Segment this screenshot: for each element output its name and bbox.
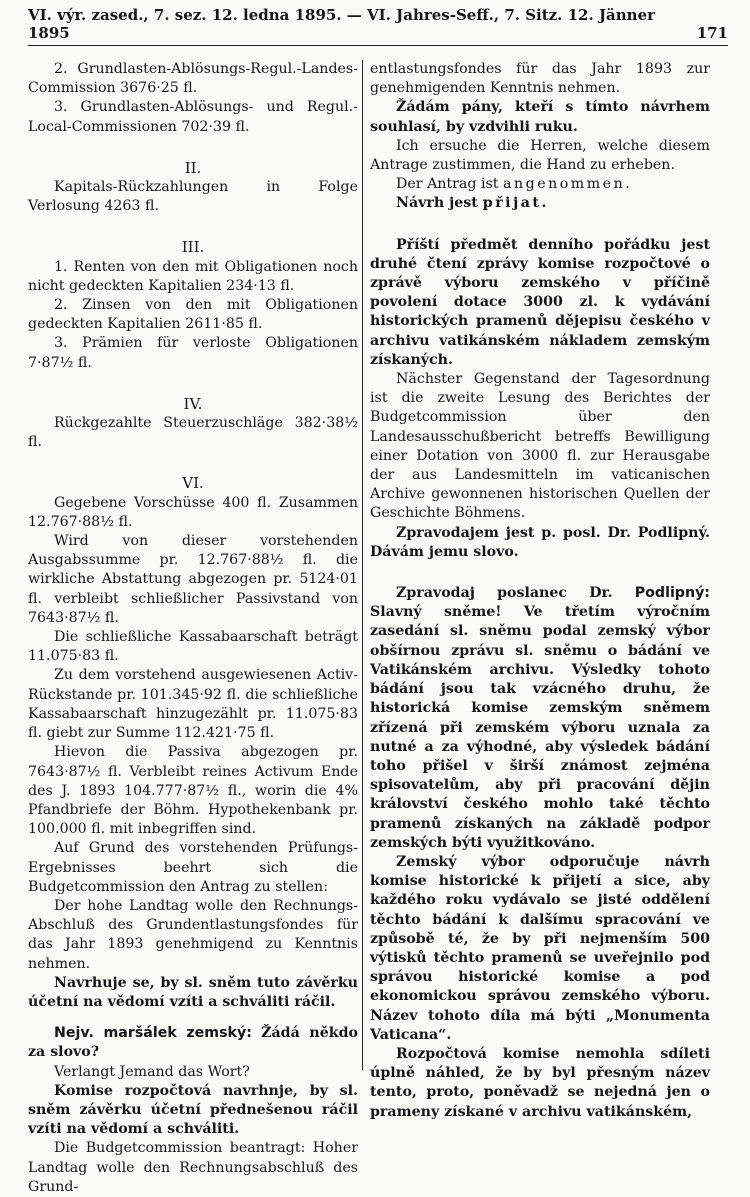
paragraph: entlastungsfondes für das Jahr 1893 zur genehmigenden Kenntnis nehmen. xyxy=(370,61,710,97)
section-heading: IV. xyxy=(183,394,203,413)
paragraph-czech: Zpravodajem jest p. posl. Dr. Podlipný. Dávám jemu slovo. xyxy=(370,524,710,560)
page-header xyxy=(28,6,728,46)
paragraph: Zu dem vorstehend ausgewiesenen Activ-Rückstande pr. 101.345·92 fl. die schließliche Kassabaarschaft hinzugezählt pr. 11.075·83 fl. giebt zur Summe 112.421·75 fl. xyxy=(28,667,358,742)
paragraph-czech: Komise rozpočtová navrhnje, by sl. sněm závěrku účetní přednešenou ráčil vzíti na vědomí a schváliti. xyxy=(28,1082,358,1138)
paragraph: Nächster Gegenstand der Tagesordnung ist die zweite Lesung des Berichtes der Budgetcommission über den Landesausschußbericht betreffs Bewilligung einer Dotation von 3000 fl. zur Herausgabe der aus Landesmitteln im vaticanischen Archive gewonnenen historischen Quellen der Geschichte Böhmens. xyxy=(370,371,710,522)
paragraph: 2. Grundlasten-Ablösungs-Regul.-Landes-Commission 3676·25 fl. xyxy=(28,61,358,97)
paragraph: 2. Zinsen von den mit Obligationen gedeckten Kapitalien 2611·85 fl. xyxy=(28,297,358,333)
speech-text: Slavný sněme! Ve třetím výročním zasedání sl. sněmu podal zemský výbor obšírnou zprávu sl. sněmu o bádání ve Vatikánském archivu. Výsledky tohoto bádání jsou tak vzácného druhu, že historická komise zemským sněmem zřízená při zemském výboru uznala za nutné a za výhodné, aby výsledek bádání toho přišel v širší známost zejména spisovatelům, aby při pracování dějin království českého mohlo také těchto pramenů získaných na základě podpor zemských býti využitkováno. xyxy=(370,604,710,851)
motion-result: přijat. xyxy=(482,195,549,212)
section-heading: III. xyxy=(181,238,205,257)
right-column xyxy=(370,60,710,1120)
motion-text: Der Antrag ist xyxy=(396,176,504,193)
paragraph: Die schließliche Kassabaarschaft beträgt 11.075·83 fl. xyxy=(28,629,358,665)
section-heading: VI. xyxy=(182,474,204,493)
paragraph: Ich ersuche die Herren, welche diesem Antrage zustimmen, die Hand zu erheben. xyxy=(370,137,710,174)
speaker-intro: Zpravodaj poslanec Dr. xyxy=(396,585,635,602)
speaker-name: Nejv. maršálek zemský: xyxy=(54,1025,252,1042)
column-divider xyxy=(362,60,363,1070)
paragraph: Hievon die Passiva abgezogen pr. 7643·87½ fl. Verbleibt reines Activum Ende des J. 1893 104.777·87½ fl., worin die 4% Pfandbriefe der Böhm. Hypothekenbank pr. 100.000 fl. mit inbegriffen sind. xyxy=(28,744,358,838)
paragraph: Der hohe Landtag wolle den Rechnungs-Abschluß des Grundentlastungsfondes für das Jahr 1893 genehmigend zu Kenntnis nehmen. xyxy=(28,897,358,972)
paragraph-czech xyxy=(370,194,710,213)
paragraph: 3. Prämien für verloste Obligationen 7·87½ fl. xyxy=(28,335,358,371)
header-title: VI. výr. zased., 7. sez. 12. ledna 1895. — VI. Jahres-Seff., 7. Sitz. 12. Jänner 1895 xyxy=(28,6,656,42)
page-number: 171 xyxy=(696,24,728,42)
paragraph-czech: Rozpočtová komise nemohla sdíleti úplně náhled, že by byl přesným název tento, proto, poněvadž se nejedná jen o prameny získané v archivu vatikánském, xyxy=(370,1045,710,1120)
paragraph: Wird von dieser vorstehenden Ausgabssumme pr. 12.767·88½ fl. die wirkliche Abstattung abgezogen pr. 5124·01 fl. verbleibt schließlicher Passivstand von 7643·87½ fl. xyxy=(28,533,358,626)
section-heading: II. xyxy=(184,158,202,177)
motion-result: angenommen. xyxy=(503,176,633,193)
paragraph: Kapitals-Rückzahlungen in Folge Verlosung 4263 fl. xyxy=(28,179,358,215)
paragraph: 1. Renten von den mit Obligationen noch nicht gedeckten Kapitalien 234·13 fl. xyxy=(28,258,358,294)
speaker-paragraph xyxy=(28,1024,358,1062)
left-column xyxy=(28,60,358,1195)
paragraph xyxy=(370,175,710,194)
paragraph: Die Budgetcommission beantragt: Hoher Landtag wolle den Rechnungsabschluß des Grund- xyxy=(28,1140,358,1195)
speech-paragraph xyxy=(370,584,710,853)
paragraph-czech: Příští předmět denního pořádku jest druhé čtení zprávy komise rozpočtové o zprávě výboru zemského v příčině povolení dotace 3000 zl. k vydávání historických pramenů dějepisu českého v archivu vatikánském nákladem zemským získaných. xyxy=(370,236,710,368)
paragraph: Rückgezahlte Steuerzuschläge 382·38½ fl. xyxy=(28,415,358,451)
paragraph: Verlangt Jemand das Wort? xyxy=(54,1063,250,1080)
speaker-name: Podlipný: xyxy=(634,585,710,602)
paragraph-czech: Žádám pány, kteří s tímto návrhem souhlasí, by vzdvihli ruku. xyxy=(370,99,710,135)
paragraph-czech: Zemský výbor odporučuje návrh komise historické k přijetí a sice, aby každého roku vydávalo se jisté oddělení těchto bádání k dalšímu spracování ve způsobě té, že by při nejmenším 500 výtisků těchto pramenů se uveřejnilo pod správou historické komise a pod ekonomickou správou zemského výboru. Název tohoto díla má býti „Monumenta Vaticana“. xyxy=(370,853,710,1043)
motion-text: Návrh jest xyxy=(396,195,483,212)
paragraph-czech: Navrhuje se, by sl. sněm tuto závěrku účetní na vědomí vzíti a schváliti ráčil. xyxy=(28,974,358,1010)
speaker-text: Žádá někdo za slovo? xyxy=(28,1025,358,1061)
paragraph: 3. Grundlasten-Ablösungs- und Regul.-Local-Commissionen 702·39 fl. xyxy=(28,99,358,135)
paragraph: Gegebene Vorschüsse 400 fl. Zusammen 12.767·88½ fl. xyxy=(28,494,358,530)
paragraph: Auf Grund des vorstehenden Prüfungs-Ergebnisses beehrt sich die Budgetcommission den Antrag zu stellen: xyxy=(28,840,358,895)
